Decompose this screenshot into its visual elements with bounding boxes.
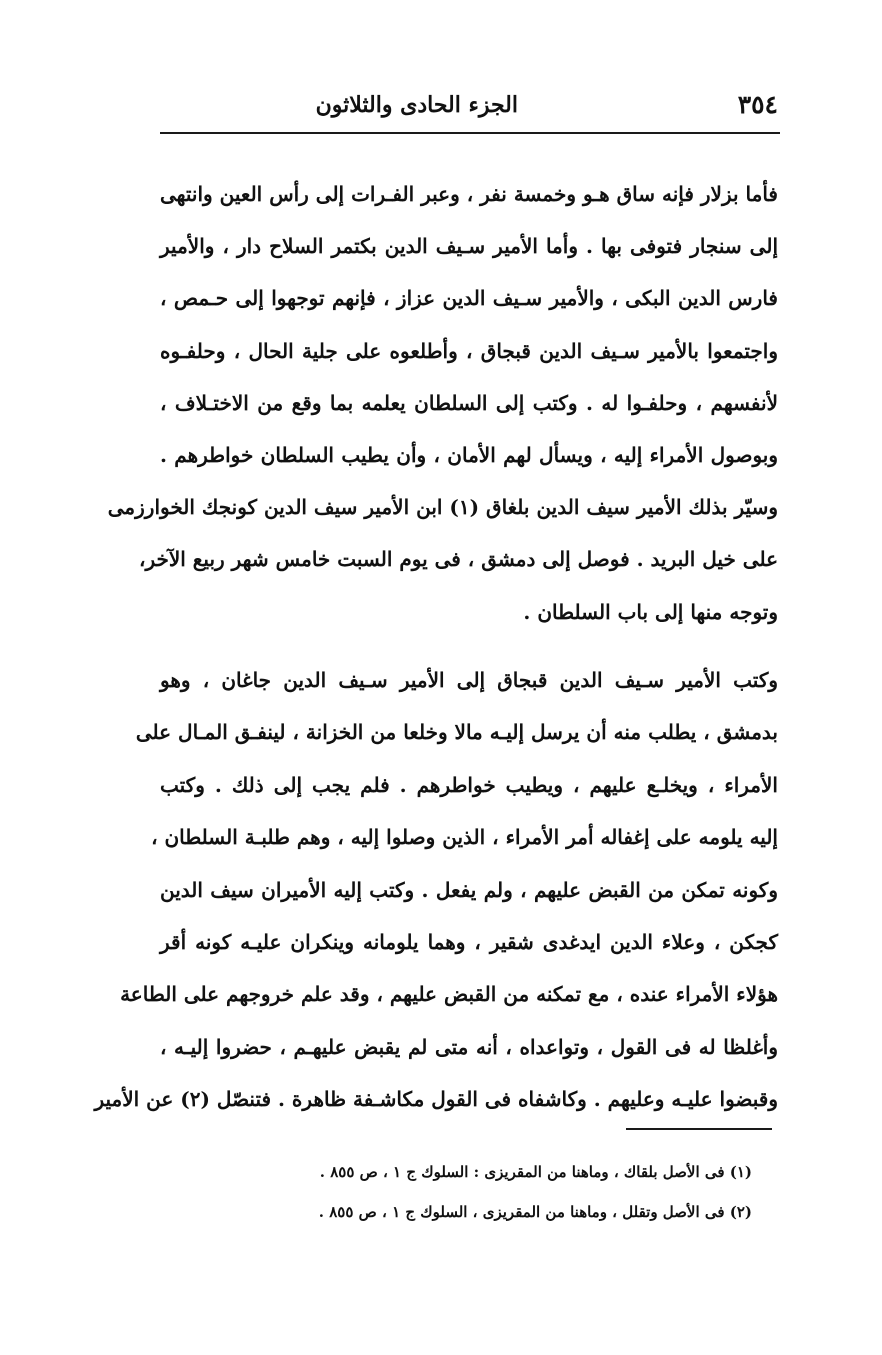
page-header <box>160 88 778 128</box>
text-line: فأما بزلار فإنه ساق هـو وخمسة نفر ، وعبر الفـرات إلى رأس العين وانتهى <box>160 182 778 206</box>
footnotes <box>192 1152 752 1232</box>
text-line: وسيّر بذلك الأمير سيف الدين بلغاق (١) ابن الأمير سيف الدين كونجك الخوارزمى <box>107 495 778 520</box>
footnote-rule <box>626 1128 772 1130</box>
page-number: ٣٥٤ <box>737 90 778 119</box>
text-line: وقبضوا عليـه وعليهم . وكاشفاه فى القول مكاشـفة ظاهرة . فتنصّل (٢) عن الأمير <box>94 1087 778 1112</box>
text-line: كجكن ، وعلاء الدين ايدغدى شقير ، وهما يلومانه وينكران عليـه كونه أقر <box>160 929 778 954</box>
text-line: إلى سنجار فتوفى بها . وأما الأمير سـيف الدين بكتمر السلاح دار ، والأمير <box>160 234 778 259</box>
text-line: الأمراء ، ويخلـع عليهم ، ويطيب خواطرهم . فلم يجب إلى ذلك . وكتب <box>160 772 778 797</box>
text-line: واجتمعوا بالأمير سـيف الدين قبجاق ، وأطلعوه على جلية الحال ، وحلفـوه <box>160 338 778 363</box>
text-line: على خيل البريد . فوصل إلى دمشق ، فى يوم السبت خامس شهر ربيع الآخر، <box>138 547 778 572</box>
paragraph-1 <box>107 168 778 638</box>
text-line: فارس الدين البكى ، والأمير سـيف الدين عزاز ، فإنهم توجهوا إلى حـمص ، <box>160 286 778 311</box>
text-line: إليه يلومه على إغفاله أمر الأمراء ، الذين وصلوا إليه ، وهم طلبـة السلطان ، <box>151 825 778 850</box>
footnote-1: (١) فى الأصل بلقاك ، وماهنا من المقريزى : السلوك ج ١ ، ص ٨٥٥ . <box>319 1163 752 1181</box>
text-line: لأنفسهم ، وحلفـوا له . وكتب إلى السلطان يعلمه بما وقع من الاختـلاف ، <box>160 390 778 415</box>
running-title: الجزء الحادى والثلاثون <box>315 92 518 118</box>
text-line: وبوصول الأمراء إليه ، ويسأل لهم الأمان ، وأن يطيب السلطان خواطرهم . <box>160 442 778 467</box>
header-rule <box>160 132 780 134</box>
paragraph-2 <box>94 654 778 1126</box>
text-line: وتوجه منها إلى باب السلطان . <box>523 599 778 624</box>
footnote-2: (٢) فى الأصل وتقلل ، وماهنا من المقريزى ، السلوك ج ١ ، ص ٨٥٥ . <box>318 1203 752 1221</box>
text-line: هؤلاء الأمراء عنده ، مع تمكنه من القبض عليهم ، وقد علم خروجهم على الطاعة <box>120 982 778 1007</box>
text-line: وكتب الأمير سـيف الدين قبجاق إلى الأمير سـيف الدين جاغان ، وهو <box>160 668 778 692</box>
text-line: بدمشق ، يطلب منه أن يرسل إليـه مالا وخلعا من الخزانة ، لينفـق المـال على <box>135 720 778 745</box>
text-line: وأغلظا له فى القول ، وتواعداه ، أنه متى لم يقبض عليهـم ، حضروا إليـه ، <box>160 1034 778 1059</box>
text-line: وكونه تمكن من القبض عليهم ، ولم يفعل . وكتب إليه الأميران سيف الدين <box>160 877 778 902</box>
